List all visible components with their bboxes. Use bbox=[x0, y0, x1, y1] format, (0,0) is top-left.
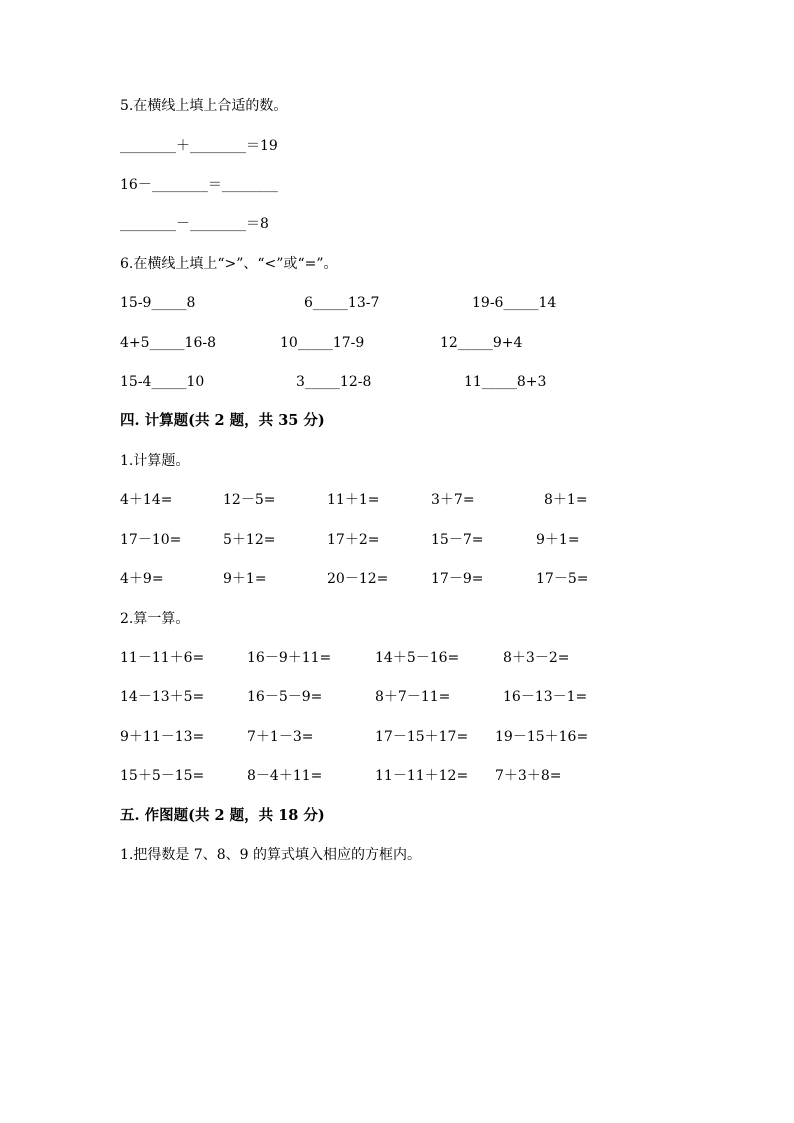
compare-item: 3_____12-8 bbox=[296, 374, 372, 390]
question-1-title: 1.计算题。 bbox=[120, 453, 190, 469]
calc-item: 14－13＋5= bbox=[120, 689, 205, 705]
compare-item: 4+5_____16-8 bbox=[120, 335, 216, 351]
calc-item: 9＋1= bbox=[223, 571, 267, 587]
q5-line-1: ________＋________＝19 bbox=[120, 138, 278, 154]
calc-item: 5＋12= bbox=[223, 532, 276, 548]
calc-item: 4＋14= bbox=[120, 492, 173, 508]
calc-item: 17－5= bbox=[536, 571, 589, 587]
calc-item: 4＋9= bbox=[120, 571, 164, 587]
q5-line-2: 16－________＝________ bbox=[120, 177, 278, 193]
calc-item: 3＋7= bbox=[431, 492, 475, 508]
calc-item: 19－15＋16= bbox=[495, 729, 589, 745]
compare-item: 15-4_____10 bbox=[120, 374, 205, 390]
section-5-heading: 五. 作图题(共 2 题，共 18 分) bbox=[120, 807, 325, 824]
calc-item: 8＋1= bbox=[544, 492, 588, 508]
calc-item: 11－11＋6= bbox=[120, 650, 205, 666]
calc-item: 8－4＋11= bbox=[247, 768, 323, 784]
calc-item: 9＋1= bbox=[536, 532, 580, 548]
calc-item: 17＋2= bbox=[327, 532, 380, 548]
calc-item: 11－11＋12= bbox=[375, 768, 469, 784]
question-6-title: 6.在横线上填上“>”、“<”或“=”。 bbox=[120, 256, 338, 272]
calc-item: 20－12= bbox=[327, 571, 389, 587]
compare-item: 12_____9+4 bbox=[440, 335, 523, 351]
calc-item: 17－15＋17= bbox=[375, 729, 469, 745]
compare-item: 15-9_____8 bbox=[120, 295, 196, 311]
compare-item: 11_____8+3 bbox=[464, 374, 547, 390]
q5-line-3: ________－________＝8 bbox=[120, 216, 269, 232]
compare-item: 6_____13-7 bbox=[304, 295, 380, 311]
calc-item: 15＋5－15= bbox=[120, 768, 205, 784]
calc-item: 9＋11－13= bbox=[120, 729, 205, 745]
question-1-title: 1.把得数是 7、8、9 的算式填入相应的方框内。 bbox=[120, 847, 421, 863]
calc-item: 11＋1= bbox=[327, 492, 380, 508]
calc-item: 17－10= bbox=[120, 532, 182, 548]
calc-item: 8＋3－2= bbox=[503, 650, 570, 666]
question-2-title: 2.算一算。 bbox=[120, 611, 190, 627]
section-4-heading: 四. 计算题(共 2 题，共 35 分) bbox=[120, 412, 325, 429]
calc-item: 16－13－1= bbox=[503, 689, 588, 705]
calc-item: 8＋7－11= bbox=[375, 689, 451, 705]
calc-item: 7＋1－3= bbox=[247, 729, 314, 745]
calc-item: 16－9＋11= bbox=[247, 650, 332, 666]
calc-item: 14＋5－16= bbox=[375, 650, 460, 666]
calc-item: 17－9= bbox=[431, 571, 484, 587]
calc-item: 15－7= bbox=[431, 532, 484, 548]
compare-item: 19-6_____14 bbox=[472, 295, 557, 311]
calc-item: 16－5－9= bbox=[247, 689, 323, 705]
question-5-title: 5.在横线上填上合适的数。 bbox=[120, 98, 288, 114]
calc-item: 7＋3＋8= bbox=[495, 768, 562, 784]
compare-item: 10_____17-9 bbox=[280, 335, 365, 351]
calc-item: 12－5= bbox=[223, 492, 276, 508]
